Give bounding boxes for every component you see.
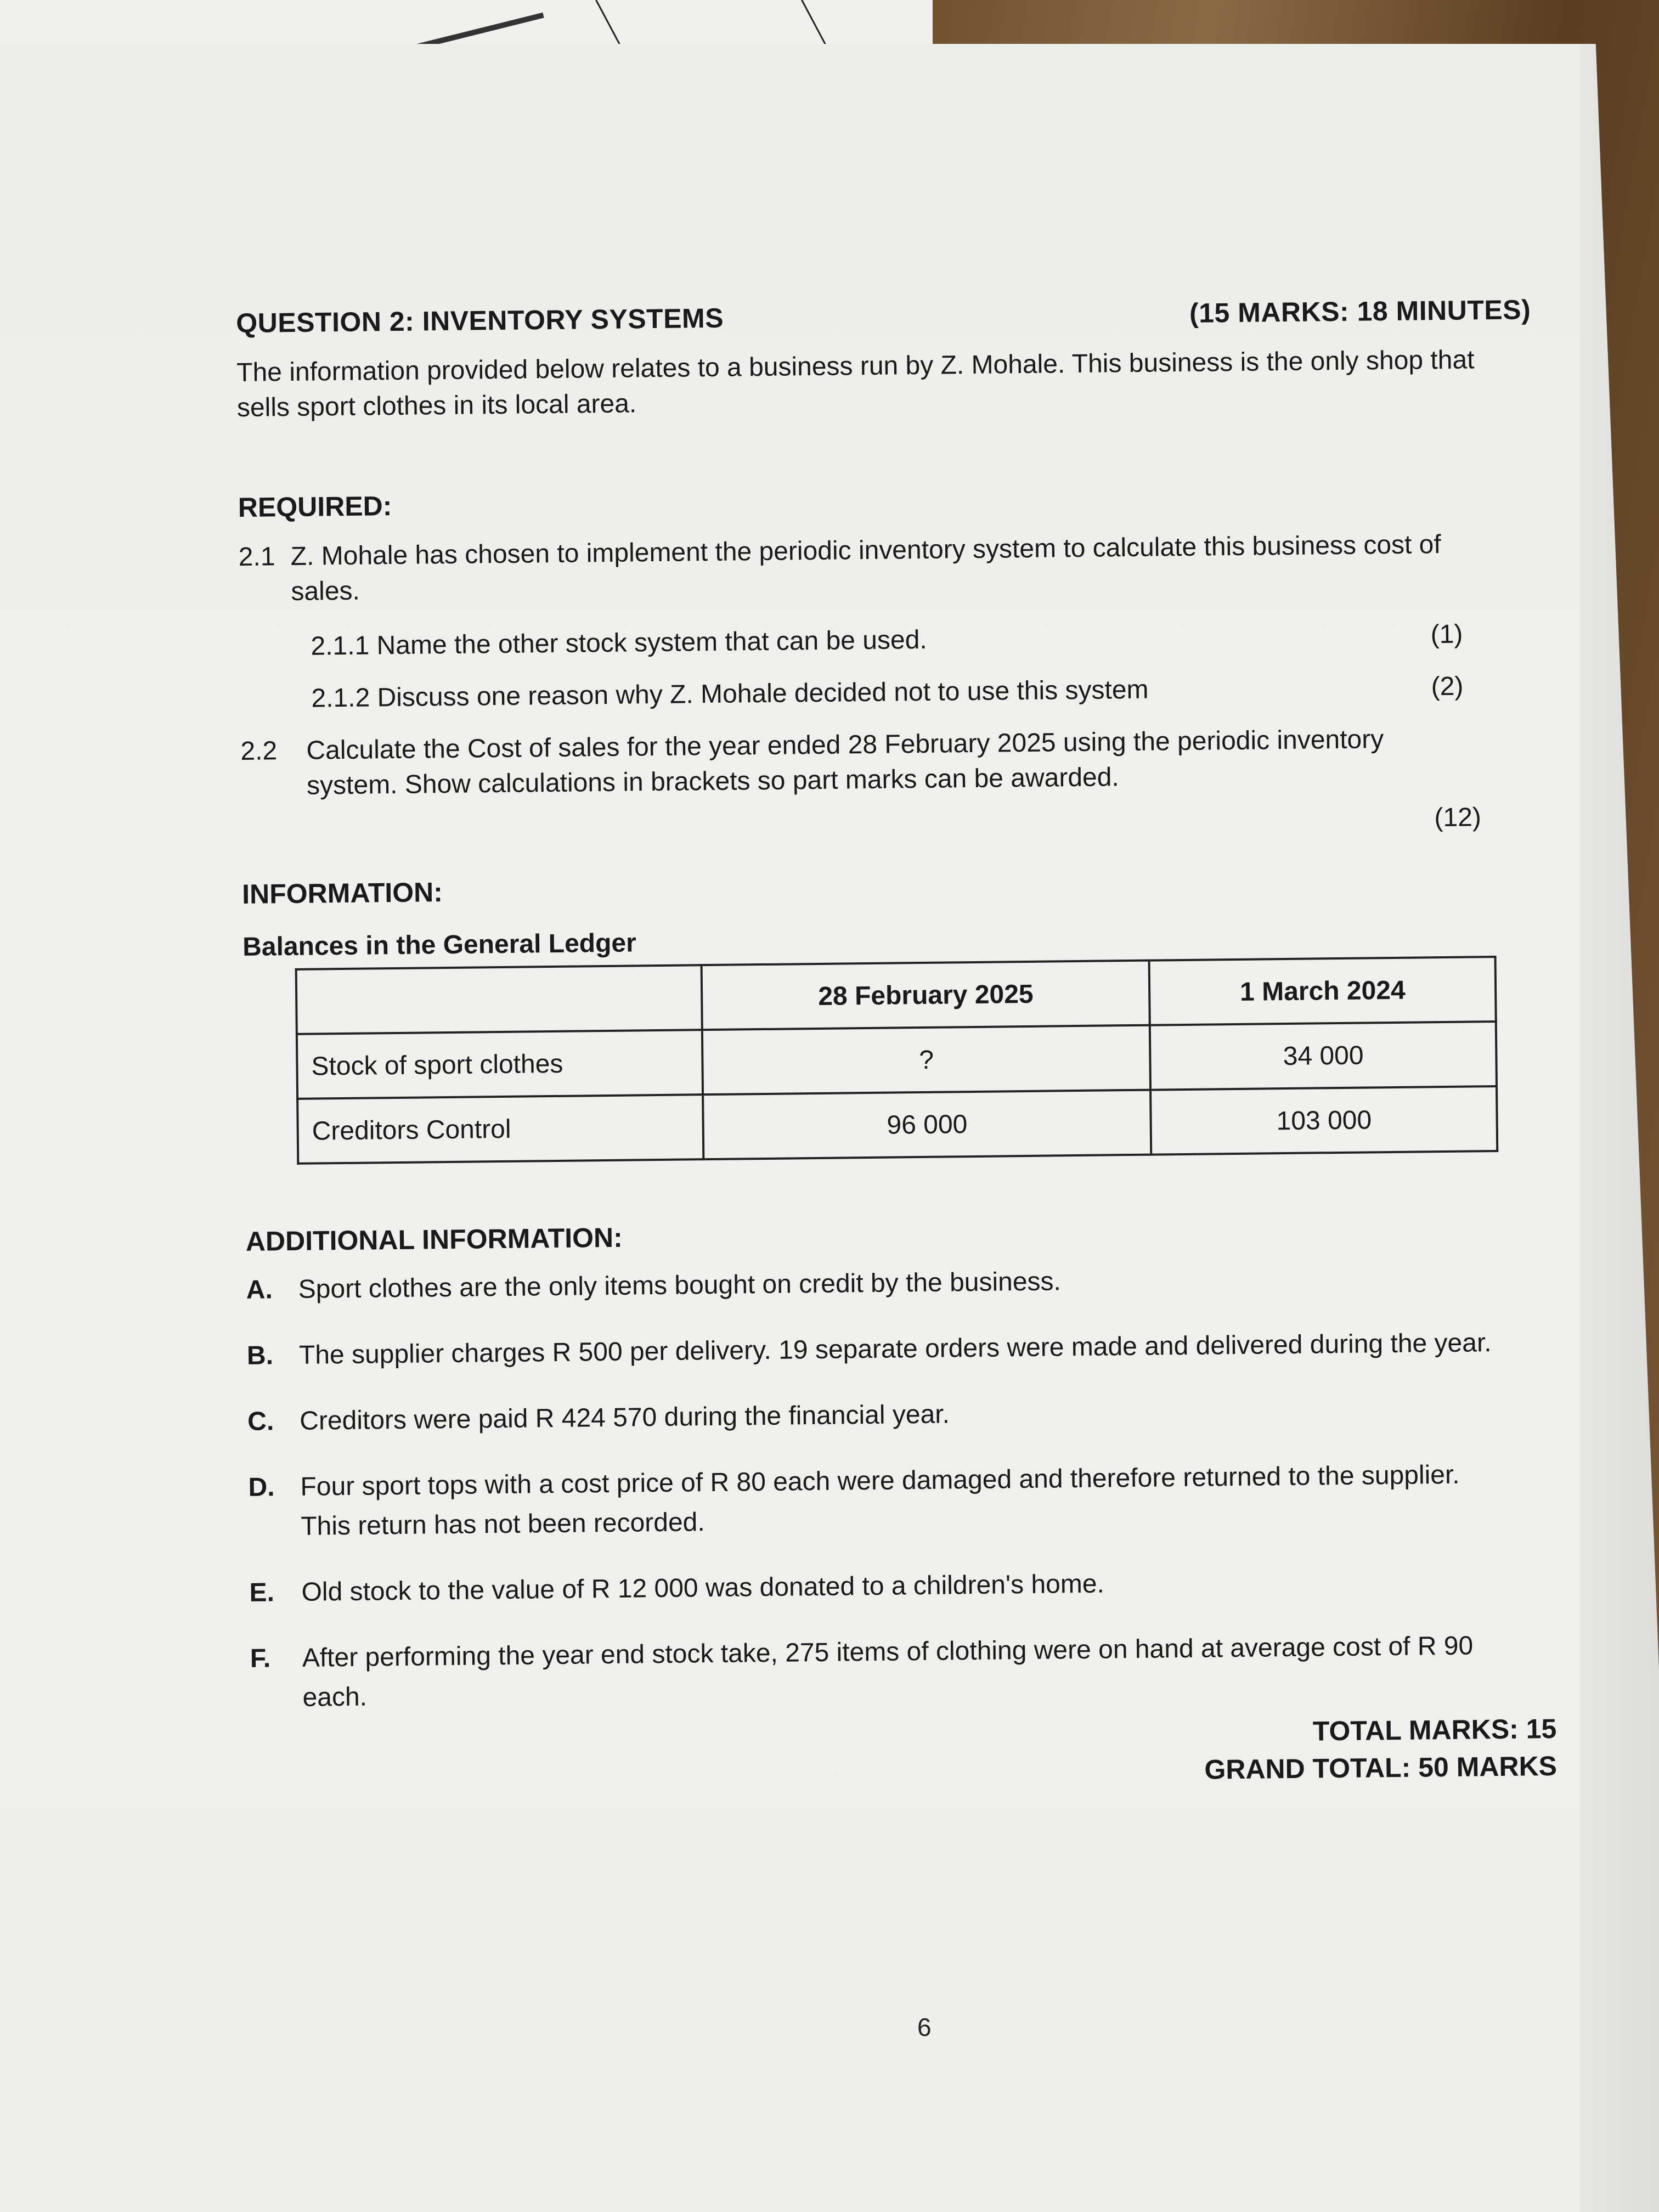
list-item-letter: C.	[247, 1407, 274, 1436]
totals-block	[251, 1710, 1557, 1798]
question-2-1-1	[239, 619, 1463, 662]
list-item-text: The supplier charges R 500 per delivery. 19 separate orders were made and delivered during the year.	[298, 1328, 1492, 1370]
required-heading: REQUIRED:	[238, 490, 392, 523]
list-item	[246, 1257, 1508, 1310]
list-item	[247, 1323, 1509, 1376]
table-row	[297, 1022, 1497, 1099]
table-header-cell	[296, 965, 702, 1034]
question-2-1-1-marks: (1)	[1430, 619, 1463, 650]
table-cell: 96 000	[703, 1090, 1152, 1160]
question-2-2	[240, 721, 1448, 804]
grand-total: GRAND TOTAL: 50 MARKS	[1204, 1750, 1558, 1785]
table-header-cell: 28 February 2025	[702, 961, 1150, 1030]
ledger-table	[295, 956, 1499, 1165]
question-2-2-marks: (12)	[1434, 803, 1482, 833]
page-number: 6	[917, 2013, 932, 2041]
question-2-1-number: 2.1	[238, 542, 275, 572]
table-cell-label: Creditors Control	[297, 1094, 703, 1164]
question-2-1-text: Z. Mohale has chosen to implement the periodic inventory system to calculate this business cost of sales.	[290, 530, 1441, 606]
question-marks-time: (15 MARKS: 18 MINUTES)	[1189, 294, 1531, 329]
additional-info-list	[246, 1257, 1567, 1718]
list-item-letter: A.	[246, 1275, 273, 1305]
list-item-text: Four sport tops with a cost price of R 80 each were damaged and therefore returned to the supplier. This return has not been recorded.	[300, 1460, 1460, 1541]
question-2-2-number: 2.2	[240, 736, 278, 766]
table-cell-label: Stock of sport clothes	[297, 1030, 703, 1099]
list-item	[250, 1626, 1512, 1718]
list-item-letter: B.	[246, 1341, 274, 1370]
page-content	[236, 294, 1568, 1798]
list-item	[247, 1389, 1510, 1442]
ledger-table-title: Balances in the General Ledger	[242, 928, 637, 962]
question-intro: The information provided below relates to a business run by Z. Mohale. This business is the only shop that sells sport clothes in its local area.	[236, 345, 1475, 422]
question-2-1-2-text: 2.1.2 Discuss one reason why Z. Mohale decided not to use this system	[311, 675, 1149, 713]
table-row	[297, 1086, 1497, 1164]
table-cell: ?	[702, 1025, 1151, 1095]
list-item-text: After performing the year end stock take, 275 items of clothing were on hand at average cost of R 90 each.	[302, 1631, 1474, 1712]
list-item	[248, 1455, 1510, 1547]
question-2-2-text: Calculate the Cost of sales for the year ended 28 February 2025 using the periodic inventory system. Show calculations in brackets so part marks can be awarded.	[306, 725, 1384, 800]
question-2-1-2	[240, 672, 1463, 714]
question-2-1-2-marks: (2)	[1431, 672, 1464, 702]
total-marks: TOTAL MARKS: 15	[1312, 1713, 1557, 1747]
question-title: QUESTION 2: INVENTORY SYSTEMS	[236, 302, 724, 338]
list-item-letter: D.	[248, 1472, 275, 1502]
list-item-letter: F.	[250, 1644, 271, 1673]
table-header-cell: 1 March 2024	[1149, 957, 1496, 1025]
table-header-row	[296, 957, 1496, 1034]
question-2-1-1-text: 2.1.1 Name the other stock system that can be used.	[311, 625, 927, 661]
list-item-text: Sport clothes are the only items bought on credit by the business.	[298, 1267, 1062, 1304]
list-item-text: Old stock to the value of R 12 000 was donated to a children's home.	[301, 1569, 1105, 1607]
question-2-1	[238, 527, 1479, 610]
list-item	[249, 1560, 1511, 1613]
information-heading: INFORMATION:	[241, 877, 443, 910]
table-cell: 103 000	[1151, 1086, 1498, 1155]
table-cell: 34 000	[1150, 1022, 1497, 1090]
additional-info-heading: ADDITIONAL INFORMATION:	[245, 1222, 623, 1257]
list-item-text: Creditors were paid R 424 570 during the financial year.	[299, 1400, 950, 1436]
list-item-letter: E.	[249, 1578, 275, 1607]
